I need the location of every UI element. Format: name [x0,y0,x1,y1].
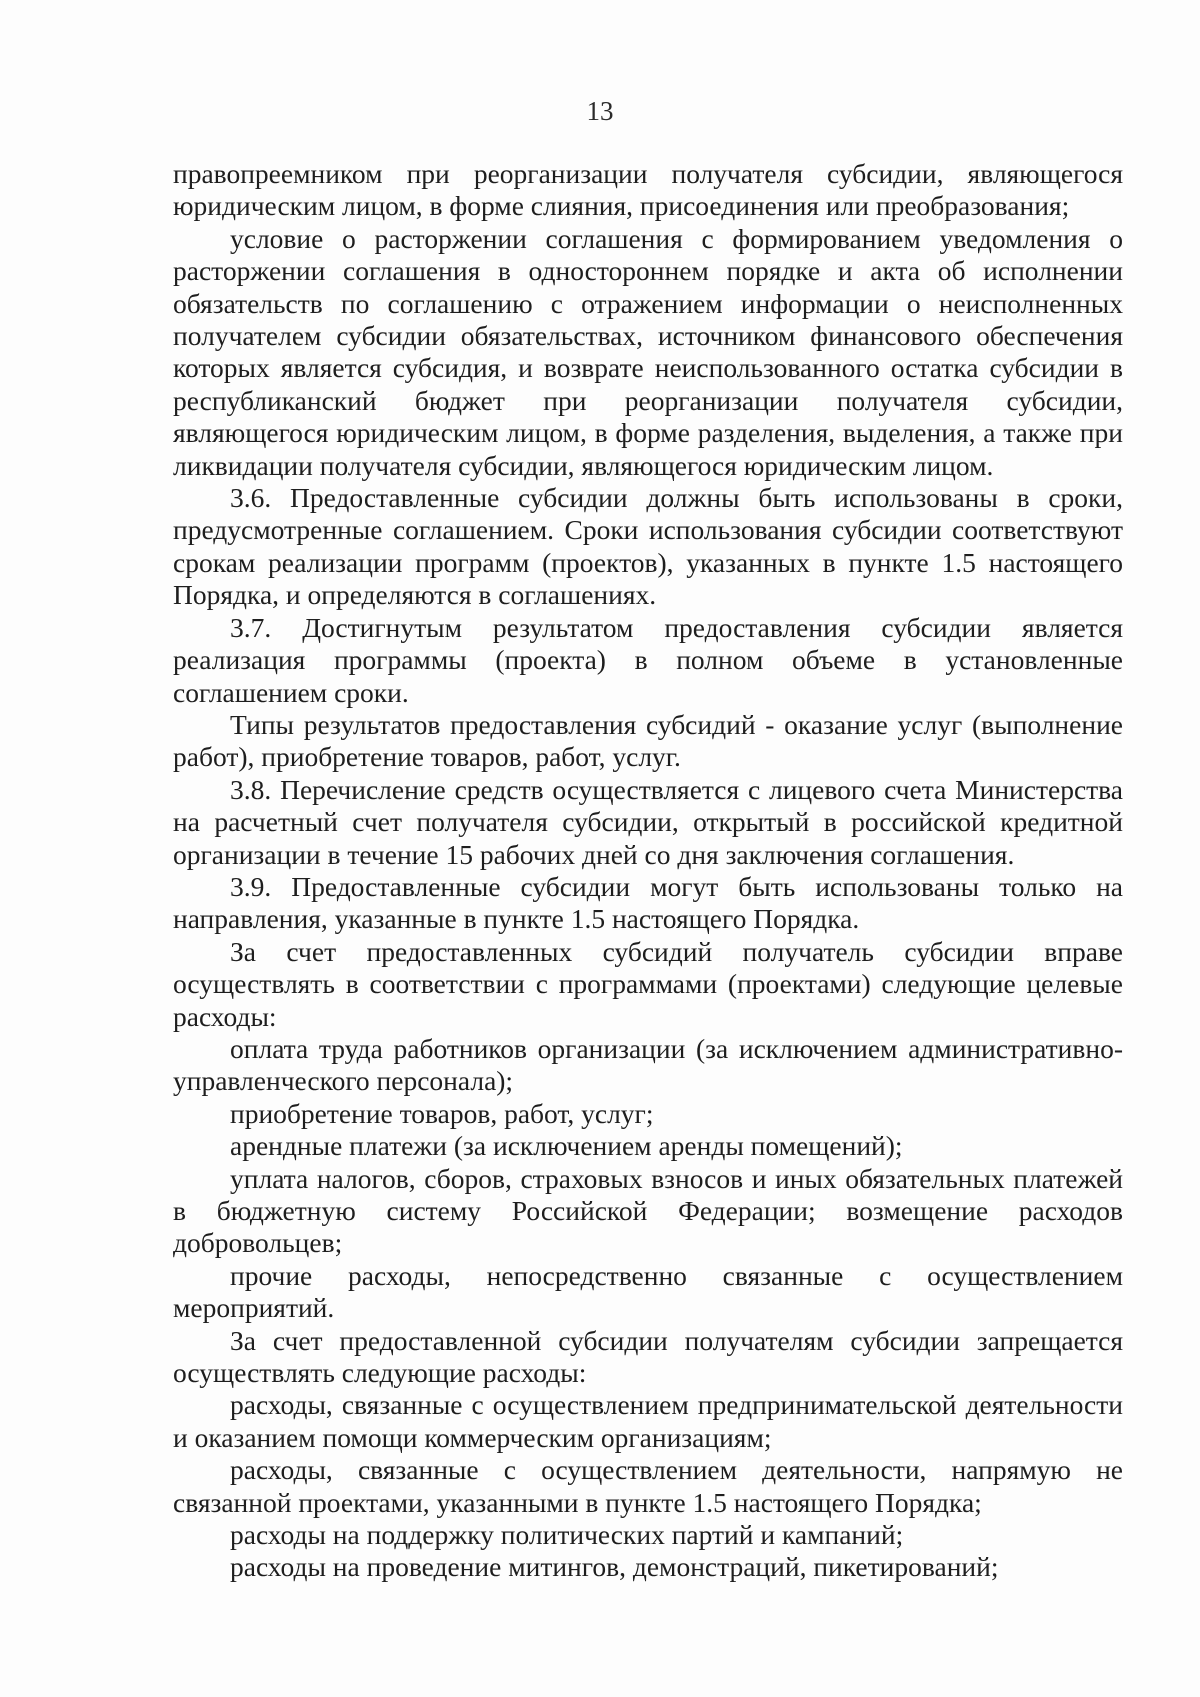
list-item-business-expenses: расходы, связанные с осуществлением предпринимательской деятельности и оказанием помощи коммерческим организациям; [173,1389,1123,1453]
paragraph-3-6: 3.6. Предоставленные субсидии должны быть использованы в сроки, предусмотренные соглашением. Сроки использования субсидии соответствуют срокам реализации программ (проектов), указанных в пункте 1.5 настоящего Порядка, и определяются в соглашениях. [173,482,1123,611]
list-item-taxes: уплата налогов, сборов, страховых взносов и иных обязательных платежей в бюджетную систему Российской Федерации; возмещение расходов добровольцев; [173,1162,1123,1259]
paragraph-3-7: 3.7. Достигнутым результатом предоставления субсидии является реализация программы (проекта) в полном объеме в установленные соглашением сроки. [173,611,1123,708]
paragraph-3-8: 3.8. Перечисление средств осуществляется с лицевого счета Министерства на расчетный счет получателя субсидии, открытый в российской кредитной организации в течение 15 рабочих дней со дня заключения соглашения. [173,773,1123,870]
paragraph-allowed-expenses-intro: За счет предоставленных субсидий получатель субсидии вправе осуществлять в соответствии с программами (проектами) следующие целевые расходы: [173,935,1123,1032]
page-number: 13 [586,96,614,126]
list-item-political-support: расходы на поддержку политических партий и кампаний; [230,1519,904,1551]
paragraph-3-9: 3.9. Предоставленные субсидии могут быть использованы только на направления, указанные в пункте 1.5 настоящего Порядка. [173,870,1123,935]
paragraph-termination-condition: условие о расторжении соглашения с формированием уведомления о расторжении соглашения в одностороннем порядке и акта об исполнении обязательств по соглашению с отражением информации о неисполненных получателем субсидии обязательствах, источником финансового обеспечения которых является субсидия, и возврате неиспользованного остатка субсидии в республиканский бюджет при реорганизации получателя субсидии, являющегося юридическим лицом, в форме разделения, выделения, а также при ликвидации получателя субсидии, являющегося юридическим лицом. [173,222,1123,481]
paragraph-result-types: Типы результатов предоставления субсидий - оказание услуг (выполнение работ), приобретение товаров, работ, услуг. [173,708,1123,773]
list-item-rallies: расходы на проведение митингов, демонстраций, пикетирований; [230,1551,999,1583]
list-item-other-expenses: прочие расходы, непосредственно связанные с осуществлением мероприятий. [173,1259,1123,1324]
list-item-labor-payment: оплата труда работников организации (за исключением административно-управленческого персонала); [173,1032,1123,1097]
document-body [173,158,1123,1584]
list-item-unrelated-expenses: расходы, связанные с осуществлением деятельности, напрямую не связанной проектами, указанными в пункте 1.5 настоящего Порядка; [173,1454,1123,1518]
paragraph-successor-reorganization: правопреемником при реорганизации получателя субсидии, являющегося юридическим лицом, в форме слияния, присоединения или преобразования; [173,158,1123,222]
paragraph-prohibited-expenses-intro: За счет предоставленной субсидии получателям субсидии запрещается осуществлять следующие расходы: [173,1324,1123,1389]
list-item-goods-purchase: приобретение товаров, работ, услуг; [230,1097,654,1129]
list-item-rent-payments: арендные платежи (за исключением аренды помещений); [230,1130,903,1162]
